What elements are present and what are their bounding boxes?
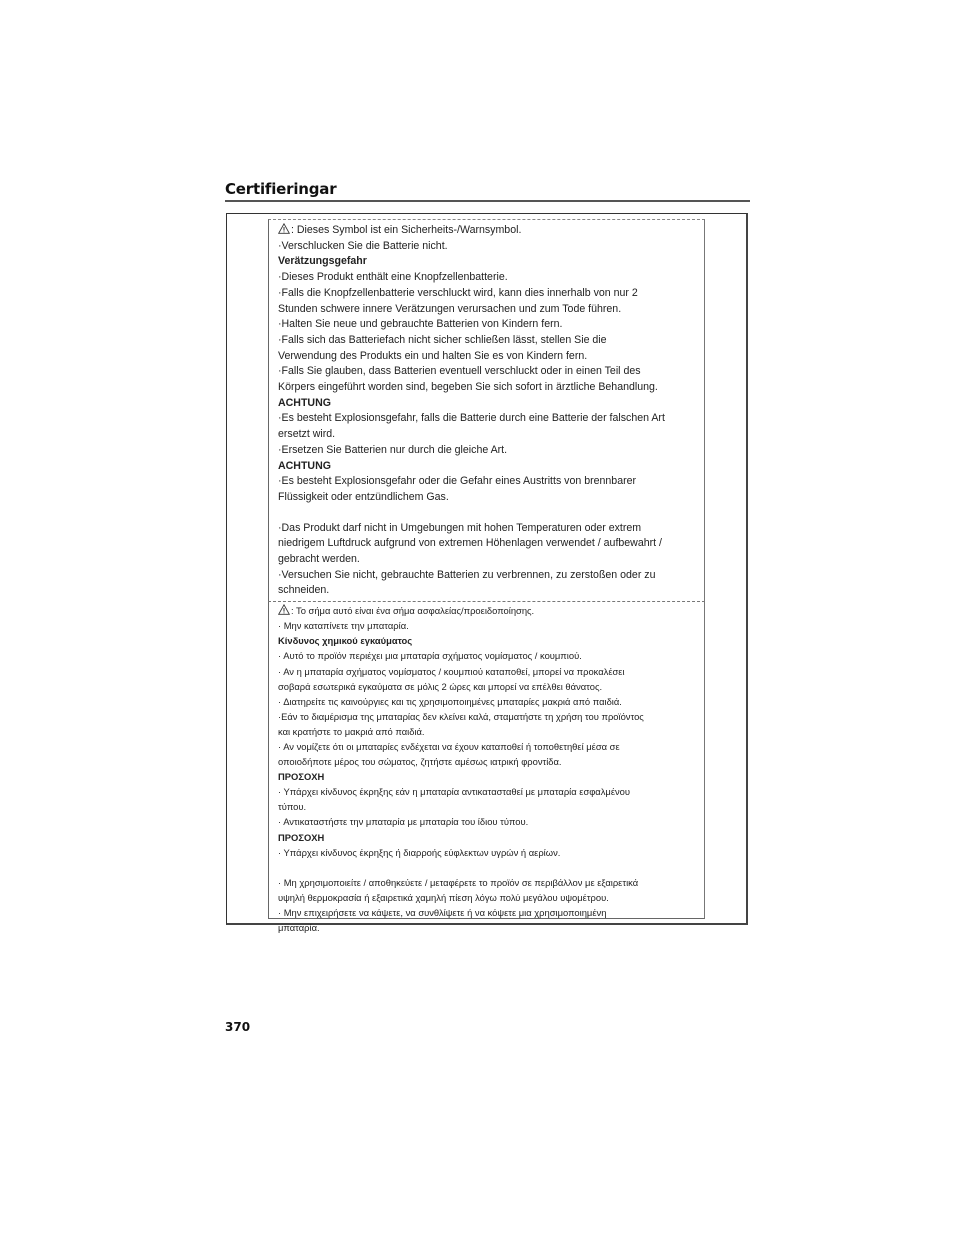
section-header: [225, 180, 750, 202]
german-warning-block: [278, 223, 704, 601]
warning-text-line: ·Das Produkt darf nicht in Umgebungen mit hohen Temperaturen oder extrem: [278, 521, 642, 534]
warning-text-line: · Υπάρχει κίνδυνος έκρηξης εάν η μπαταρία αντικατασταθεί με μπαταρία εσφαλμένου: [278, 786, 631, 798]
warning-text-line: ·Εάν το διαμέρισμα της μπαταρίας δεν κλείνει καλά, σταματήστε τη χρήση του προϊόντος: [278, 710, 644, 722]
german-lines: [278, 239, 704, 599]
warning-text-line: ·Falls die Knopfzellenbatterie verschluckt wird, kann dies innerhalb von nur 2: [278, 286, 638, 299]
warning-heading: ΠΡΟΣΟΧΗ: [278, 771, 325, 783]
warning-text-line: ·Versuchen Sie nicht, gebrauchte Batterien zu verbrennen, zu zerstoßen oder zu: [278, 568, 656, 581]
warning-triangle-icon: [278, 604, 290, 615]
warning-text-line: σοβαρά εσωτερικά εγκαύματα σε μόλις 2 ώρες και μπορεί να επέλθει θάνατος.: [278, 680, 603, 692]
warning-text-line: · Μην επιχειρήσετε να κάψετε, να συνθλίψετε ή να κόψετε μια χρησιμοποιημένη: [278, 906, 607, 918]
warning-text-line: οποιοδήποτε μέρος του σώματος, ζητήστε αμέσως ιατρική φροντίδα.: [278, 756, 562, 768]
warning-text-line: · Αυτό το προϊόν περιέχει μια μπαταρία σχήματος νομίσματος / κουμπιού.: [278, 650, 582, 662]
warning-text-line: τύπου.: [278, 801, 307, 813]
warning-text-line: Körpers eingeführt worden sind, begeben Sie sich sofort in ärztliche Behandlung.: [278, 381, 658, 394]
greek-symbol-text: : Το σήμα αυτό είναι ένα σήμα ασφαλείας/προειδοποίησης.: [291, 605, 535, 617]
warning-text-line: ·Es besteht Explosionsgefahr, falls die Batterie durch eine Batterie der falschen Art: [278, 412, 665, 425]
battery-warning-panel: [268, 219, 705, 934]
warning-text-line: gebracht werden.: [278, 553, 360, 566]
warning-triangle-icon: [278, 223, 290, 234]
warning-text-line: · Αν η μπαταρία σχήματος νομίσματος / κουμπιού καταποθεί, μπορεί να προκαλέσει: [278, 665, 625, 677]
warning-text-line: ·Ersetzen Sie Batterien nur durch die gleiche Art.: [278, 443, 508, 456]
warning-text-line: και κρατήστε το μακριά από παιδιά.: [278, 725, 425, 737]
warning-text-line: Verwendung des Produkts ein und halten Sie es von Kindern fern.: [278, 349, 588, 362]
section-title: Certifieringar: [225, 180, 337, 198]
greek-lines: [278, 618, 704, 935]
warning-text-line: ·Verschlucken Sie die Batterie nicht.: [278, 239, 448, 252]
warning-text-line: · Διατηρείτε τις καινούργιες και τις χρησιμοποιημένες μπαταρίες μακριά από παιδιά.: [278, 695, 622, 707]
warning-text-line: ·Halten Sie neue und gebrauchte Batterien von Kindern fern.: [278, 318, 563, 331]
page-number: 370: [225, 1020, 251, 1034]
warning-text-line: ersetzt wird.: [278, 428, 336, 441]
warning-text-line: · Αν νομίζετε ότι οι μπαταρίες ενδέχεται να έχουν καταποθεί ή τοποθετηθεί μέσα σε: [278, 741, 620, 753]
warning-text-line: ·Dieses Produkt enthält eine Knopfzellenbatterie.: [278, 271, 508, 284]
warning-text-line: ·Falls Sie glauben, dass Batterien eventuell verschluckt oder in einen Teil des: [278, 365, 641, 378]
warning-heading: Verätzungsgefahr: [278, 255, 367, 268]
warning-text-line: ·Falls sich das Batteriefach nicht sicher schließen lässt, stellen Sie die: [278, 333, 607, 346]
spacer: [278, 860, 704, 875]
warning-text-line: υψηλή θερμοκρασία ή εξαιρετικά χαμηλή πίεση λόγω πολύ μεγάλου υψομέτρου.: [278, 891, 609, 903]
greek-warning-block: [278, 602, 704, 935]
warning-text-line: μπαταρία.: [278, 922, 320, 934]
warning-heading: ACHTUNG: [278, 396, 331, 409]
warning-text-line: Flüssigkeit oder entzündlichem Gas.: [278, 490, 449, 503]
warning-heading: ΠΡΟΣΟΧΗ: [278, 831, 325, 843]
warning-text-line: · Μην καταπίνετε την μπαταρία.: [278, 620, 409, 632]
warning-text-line: · Υπάρχει κίνδυνος έκρηξης ή διαρροής εύφλεκτων υγρών ή αερίων.: [278, 846, 561, 858]
german-symbol-text: : Dieses Symbol ist ein Sicherheits-/Warnsymbol.: [291, 224, 522, 236]
warning-text-line: niedrigem Luftdruck aufgrund von extremen Höhenlagen verwendet / aufbewahrt /: [278, 537, 662, 550]
german-symbol-line: [278, 223, 704, 239]
section-divider: [225, 200, 750, 202]
warning-text-line: ·Es besteht Explosionsgefahr oder die Gefahr eines Austritts von brennbarer: [278, 475, 637, 488]
warning-heading: ACHTUNG: [278, 459, 331, 472]
greek-symbol-line: [278, 603, 704, 618]
spacer: [278, 506, 704, 521]
warning-text-line: · Αντικαταστήστε την μπαταρία με μπαταρία του ίδιου τύπου.: [278, 816, 529, 828]
warning-heading: Κίνδυνος χημικού εγκαύματος: [278, 635, 413, 647]
warning-text-line: schneiden.: [278, 584, 330, 597]
warning-text-line: · Μη χρησιμοποιείτε / αποθηκεύετε / μεταφέρετε το προϊόν σε περιβάλλον με εξαιρετικά: [278, 876, 639, 888]
warning-text-line: Stunden schwere innere Verätzungen verursachen und zum Tode führen.: [278, 302, 622, 315]
